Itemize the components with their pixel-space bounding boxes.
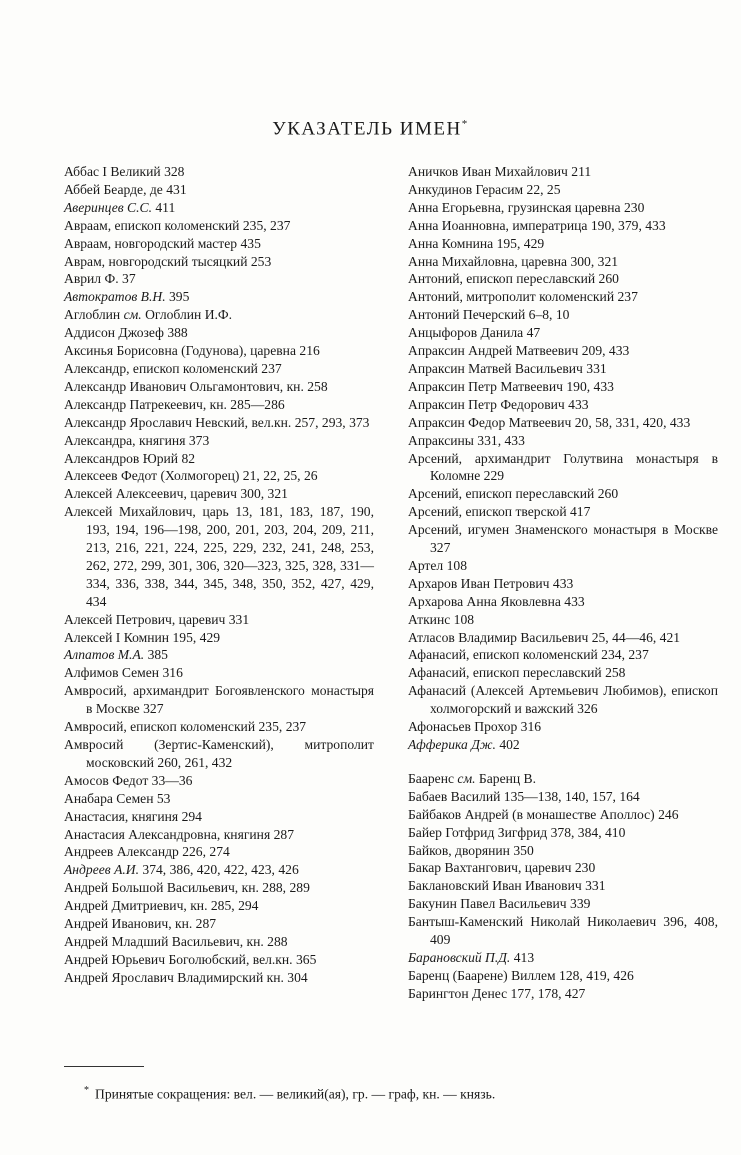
index-entry <box>408 270 718 288</box>
entry-pages: 300, 321 <box>567 253 619 269</box>
entry-pages: 258 <box>601 665 626 681</box>
entry-pages: 287 <box>192 916 217 932</box>
index-entry <box>408 199 718 217</box>
index-entry <box>64 270 374 288</box>
index-entry <box>64 646 374 664</box>
index-entry <box>64 808 374 826</box>
entry-pages: 195, 429 <box>169 629 221 645</box>
entry-name: Арсений, игумен Знаменского монастыря в Москве <box>408 522 718 538</box>
entry-name: Алексей Михайлович, царь <box>64 504 229 520</box>
index-entry <box>408 557 718 575</box>
entry-name: Аткинс <box>408 611 451 627</box>
entry-name: Афанасий, епископ коломенский <box>408 647 598 663</box>
index-entry <box>64 826 374 844</box>
entry-name: Барингтон Денес <box>408 985 508 1001</box>
entry-pages: 328 <box>160 164 185 179</box>
entry-name: Байков, дворянин <box>408 842 510 858</box>
entry-name: Афферика Дж. <box>408 737 496 752</box>
entry-pages: 260, 261, 432 <box>154 754 233 770</box>
entry-name: Аврил Ф. <box>64 271 119 287</box>
entry-name: Арсений, епископ переславский <box>408 486 595 502</box>
entry-name: Апраксин Матвей Васильевич <box>408 360 583 376</box>
index-entry <box>64 933 374 951</box>
entry-name: Бабаев Василий <box>408 788 501 804</box>
index-entry <box>64 199 374 217</box>
index-entry <box>408 718 718 736</box>
index-entry <box>408 324 718 342</box>
entry-pages: 25, 44—46, 421 <box>588 629 681 645</box>
index-entry <box>64 736 374 772</box>
entry-name: Алпатов М.А. <box>64 647 145 663</box>
entry-pages: 237 <box>257 360 282 376</box>
entry-name: Анастасия Александровна, княгиня <box>64 826 271 842</box>
entry-pages: 226, 274 <box>178 844 230 860</box>
entry-pages: 316 <box>517 719 542 735</box>
entry-pages: 209, 433 <box>578 343 630 359</box>
entry-name: Апраксин Андрей Матвеевич <box>408 343 579 359</box>
entry-pages: 216 <box>296 343 320 359</box>
index-entry <box>64 611 374 629</box>
entry-pages: 22, 25 <box>523 181 561 197</box>
index-entry <box>64 485 374 503</box>
entry-pages: 433 <box>564 396 589 412</box>
entry-pages: 300, 321 <box>236 486 288 502</box>
index-entry <box>64 718 374 736</box>
entry-name: Апраксин Федор Матвеевич <box>408 414 572 430</box>
entry-pages: 331, 433 <box>473 432 525 448</box>
entry-pages: 260 <box>595 271 619 287</box>
index-entry <box>64 772 374 790</box>
entry-name: Апраксины <box>408 432 474 448</box>
entry-name: Александр Патрекеевич, кн. <box>64 396 227 412</box>
entry-pages: 395 <box>165 289 190 305</box>
entry-name: Андреев А.И. <box>64 862 140 878</box>
entry-pages: 230 <box>571 860 596 876</box>
index-entry <box>408 770 718 788</box>
entry-pages: 33—36 <box>148 772 193 788</box>
index-entry <box>408 842 718 860</box>
entry-pages: 350 <box>509 842 534 858</box>
entry-name: Алексей I Комнин <box>64 629 170 645</box>
entry-pages: 435 <box>237 235 261 251</box>
entry-name: Бакунин Павел Васильевич <box>408 896 567 912</box>
entry-name: Амвросий, архимандрит Богоявленского монастыря в Москве <box>64 683 374 717</box>
entry-name: Андрей Юрьевич Боголюбский, вел.кн. <box>64 951 293 967</box>
entry-pages: Оглоблин И.Ф. <box>141 307 233 323</box>
entry-name: Атласов Владимир Васильевич <box>408 629 589 645</box>
entry-name: Байер Готфрид Зигфрид <box>408 824 548 840</box>
index-entry <box>64 682 374 718</box>
index-entry <box>408 217 718 235</box>
index-entry <box>408 646 718 664</box>
index-entry <box>64 790 374 808</box>
entry-name: Амосов Федот <box>64 772 149 788</box>
entry-name: Анна Егорьевна, грузинская царевна <box>408 199 621 215</box>
index-entry <box>408 985 718 1003</box>
entry-name: Анабара Семен <box>64 790 154 806</box>
entry-pages: 288 <box>263 933 288 949</box>
index-entry <box>408 682 718 718</box>
entry-pages: 246 <box>654 806 679 822</box>
entry-pages: 326 <box>573 701 598 717</box>
index-entry <box>64 163 374 181</box>
entry-pages: 128, 419, 426 <box>555 967 634 983</box>
entry-pages: 431 <box>162 181 187 197</box>
entry-pages: 257, 293, 373 <box>291 414 370 430</box>
index-column-left <box>64 163 374 987</box>
entry-name: Аверинцев С.С. <box>64 199 152 215</box>
index-entry <box>408 360 718 378</box>
entry-pages: 378, 384, 410 <box>547 824 626 840</box>
entry-pages: Баренц В. <box>475 770 537 786</box>
index-entry <box>64 253 374 271</box>
index-entry <box>408 342 718 360</box>
entry-pages: 237 <box>614 289 638 305</box>
entry-name: Арсений, епископ тверской <box>408 504 567 520</box>
entry-pages: 21, 22, 25, 26 <box>239 468 318 484</box>
entry-pages: 396, 408, 409 <box>430 914 718 948</box>
entry-pages: 53 <box>153 790 171 806</box>
entry-pages: 287 <box>270 826 295 842</box>
entry-pages: 6–8, 10 <box>525 307 570 323</box>
index-entry <box>64 897 374 915</box>
entry-pages: 253 <box>247 253 272 269</box>
entry-pages: 234, 237 <box>597 647 649 663</box>
entry-name: Анастасия, княгиня <box>64 808 179 824</box>
entry-pages: 413 <box>510 949 535 965</box>
index-entry <box>408 806 718 824</box>
entry-pages: 177, 178, 427 <box>507 985 586 1001</box>
index-entry <box>408 253 718 271</box>
index-entry <box>408 485 718 503</box>
entry-name: Амвросий, епископ коломенский <box>64 719 256 735</box>
entry-pages: 20, 58, 331, 420, 433 <box>571 414 691 430</box>
index-entry <box>64 664 374 682</box>
index-entry <box>408 913 718 949</box>
entry-see-ref: см. <box>454 770 476 786</box>
entry-pages: 331 <box>582 360 607 376</box>
entry-pages: 258 <box>303 378 328 394</box>
entry-name: Байбаков Андрей (в монашестве Аполлос) <box>408 806 655 822</box>
entry-name: Апраксин Петр Матвеевич <box>408 378 563 394</box>
index-entry <box>408 163 718 181</box>
entry-pages: 327 <box>139 701 164 717</box>
index-entry <box>408 450 718 486</box>
entry-pages: 47 <box>523 325 541 341</box>
entry-name: Бакар Вахтангович, царевич <box>408 860 572 876</box>
index-entry <box>408 664 718 682</box>
entry-name: Алексеев Федот (Холмогорец) <box>64 468 240 484</box>
index-entry <box>64 378 374 396</box>
entry-name: Алфимов Семен <box>64 665 160 681</box>
index-entry <box>64 288 374 306</box>
entry-pages: 190, 433 <box>562 378 614 394</box>
entry-name: Александр Ярославич Невский, вел.кн. <box>64 414 292 430</box>
entry-name: Анна Комнина <box>408 235 494 251</box>
entry-name: Авраам, епископ коломенский <box>64 217 240 233</box>
index-entry <box>64 861 374 879</box>
entry-name: Антоний, митрополит коломенский <box>408 289 615 305</box>
index-entry <box>408 235 718 253</box>
entry-pages: 285—286 <box>226 396 285 412</box>
index-entry <box>408 895 718 913</box>
entry-pages: 211 <box>567 164 592 179</box>
entry-see-ref: см. <box>120 307 142 323</box>
entry-name: Аничков Иван Михайлович <box>408 164 568 179</box>
entry-pages: 260 <box>594 486 619 502</box>
entry-pages: 294 <box>178 808 202 824</box>
footnote: * Принятые сокращения: вел. — великий(ая), гр. — граф, кн. — князь. <box>84 1085 496 1102</box>
entry-name: Бантыш-Каменский Николай Николаевич <box>408 914 657 930</box>
entry-name: Алексей Петрович, царевич <box>64 611 226 627</box>
entry-pages: 285, 294 <box>207 898 259 914</box>
index-entry <box>408 432 718 450</box>
index-entry <box>64 503 374 610</box>
index-entry <box>408 877 718 895</box>
index-entry <box>408 181 718 199</box>
entry-pages: 365 <box>292 951 317 967</box>
entry-pages: 230 <box>620 199 645 215</box>
entry-pages: 388 <box>163 325 188 341</box>
entry-pages: 135—138, 140, 157, 164 <box>500 788 640 804</box>
entry-name: Апраксин Петр Федорович <box>408 396 565 412</box>
entry-pages: 316 <box>159 665 183 681</box>
index-entry <box>408 414 718 432</box>
entry-name: Аксинья Борисовна (Годунова), царевна <box>64 343 296 359</box>
entry-name: Анна Иоанновна, императрица <box>408 217 588 233</box>
entry-name: Афанасий (Алексей Артемьевич Любимов), епископ холмогорский и важский <box>408 683 718 717</box>
entry-name: Бааренс <box>408 770 455 786</box>
entry-pages: 235, 237 <box>239 217 291 233</box>
entry-name: Андрей Дмитриевич, кн. <box>64 898 208 914</box>
index-entry <box>64 450 374 468</box>
entry-name: Аддисон Джозеф <box>64 325 164 341</box>
page-title: УКАЗАТЕЛЬ ИМЕН* <box>272 118 469 140</box>
index-entry <box>64 879 374 897</box>
index-entry <box>408 859 718 877</box>
entry-pages: 411 <box>151 199 176 215</box>
index-entry <box>408 593 718 611</box>
entry-name: Анцыфоров Данила <box>408 325 524 341</box>
entry-pages: 327 <box>430 540 451 556</box>
entry-name: Анкудинов Герасим <box>408 181 524 197</box>
index-entry <box>64 181 374 199</box>
entry-name: Афанасий, епископ переславский <box>408 665 602 681</box>
index-entry <box>64 951 374 969</box>
entry-pages: 82 <box>178 450 196 466</box>
index-entry <box>64 342 374 360</box>
entry-pages: 13, 181, 183, 187, 190, 193, 194, 196—198, 200, 201, 203, 204, 209, 211, 213, 216, 221, 224, 225, 229, 232, 241, 248, 253, 262, 272, 299, 301, 306, 320—323, 325, 328, 331—334, 336, 338, 344, 345, 348, 350, 352, 427, 429, 434 <box>86 504 374 609</box>
index-entry <box>64 629 374 647</box>
index-entry <box>64 432 374 450</box>
entry-name: Аглоблин <box>64 307 121 323</box>
entry-name: Александр Иванович Ольгамонтович, кн. <box>64 378 304 394</box>
entry-pages: 108 <box>450 611 475 627</box>
entry-name: Артел <box>408 557 444 573</box>
index-entry <box>64 915 374 933</box>
index-entry <box>64 969 374 987</box>
entry-pages: 190, 379, 433 <box>587 217 666 233</box>
entry-name: Андрей Иванович, кн. <box>64 916 193 932</box>
entry-name: Аббей Беарде, де <box>64 181 163 197</box>
entry-name: Алексей Алексеевич, царевич <box>64 486 237 502</box>
index-entry <box>408 503 718 521</box>
entry-pages: 304 <box>283 969 308 985</box>
index-entry <box>408 949 718 967</box>
entry-name: Антоний, епископ переславский <box>408 271 596 287</box>
entry-name: Афонасьев Прохор <box>408 719 518 735</box>
index-entry <box>408 629 718 647</box>
entry-pages: 229 <box>480 468 505 484</box>
index-column-right <box>408 163 718 1003</box>
index-entry <box>64 235 374 253</box>
index-entry <box>408 967 718 985</box>
entry-pages: 108 <box>443 557 467 573</box>
entry-name: Андрей Младший Васильевич, кн. <box>64 933 264 949</box>
entry-name: Архарова Анна Яковлевна <box>408 593 561 609</box>
index-entry <box>64 467 374 485</box>
index-entry <box>64 360 374 378</box>
entry-name: Авраам, новгородский мастер <box>64 235 238 251</box>
entry-name: Амвросий (Зертис-Каменский), митрополит московский <box>64 737 374 770</box>
entry-pages: 373 <box>185 432 210 448</box>
index-entry <box>408 824 718 842</box>
entry-name: Баренц (Баарене) Виллем <box>408 967 556 983</box>
index-entry <box>408 611 718 629</box>
entry-name: Аббас I Великий <box>64 164 161 179</box>
entry-pages: 433 <box>549 575 574 591</box>
index-entry <box>408 396 718 414</box>
entry-name: Барановский П.Д. <box>408 949 511 965</box>
index-entry <box>64 396 374 414</box>
index-entry <box>408 788 718 806</box>
entry-pages: 37 <box>118 271 136 287</box>
entry-pages: 433 <box>560 593 585 609</box>
entry-pages: 385 <box>144 647 168 663</box>
entry-pages: 288, 289 <box>258 880 310 896</box>
entry-name: Андрей Большой Васильевич, кн. <box>64 880 259 896</box>
entry-pages: 331 <box>225 611 250 627</box>
entry-pages: 235, 237 <box>255 719 307 735</box>
entry-pages: 402 <box>495 737 520 752</box>
entry-name: Арсений, архимандрит Голутвина монастыря в Коломне <box>408 450 718 484</box>
entry-pages: 339 <box>566 896 591 912</box>
index-entry <box>64 217 374 235</box>
index-entry <box>64 306 374 324</box>
entry-pages: 195, 429 <box>493 235 545 251</box>
entry-name: Александров Юрий <box>64 450 179 466</box>
entry-pages: 374, 386, 420, 422, 423, 426 <box>139 862 299 878</box>
index-entry <box>408 521 718 557</box>
entry-name: Автократов В.Н. <box>64 289 166 305</box>
entry-name: Аврам, новгородский тысяцкий <box>64 253 248 269</box>
entry-name: Андрей Ярославич Владимирский кн. <box>64 969 284 985</box>
entry-name: Антоний Печерский <box>408 307 526 323</box>
entry-name: Архаров Иван Петрович <box>408 575 550 591</box>
index-entry <box>408 575 718 593</box>
entry-name: Анна Михайловна, царевна <box>408 253 568 269</box>
index-entry <box>64 843 374 861</box>
index-entry <box>408 288 718 306</box>
entry-pages: 417 <box>566 504 591 520</box>
entry-name: Александр, епископ коломенский <box>64 360 258 376</box>
index-entry <box>408 736 718 754</box>
entry-name: Александра, княгиня <box>64 432 186 448</box>
entry-name: Андреев Александр <box>64 844 179 860</box>
index-entry <box>408 306 718 324</box>
index-entry <box>64 414 374 432</box>
footnote-divider <box>64 1066 144 1067</box>
index-entry <box>408 378 718 396</box>
entry-pages: 331 <box>581 878 606 894</box>
index-entry <box>64 324 374 342</box>
entry-name: Баклановский Иван Иванович <box>408 878 582 894</box>
